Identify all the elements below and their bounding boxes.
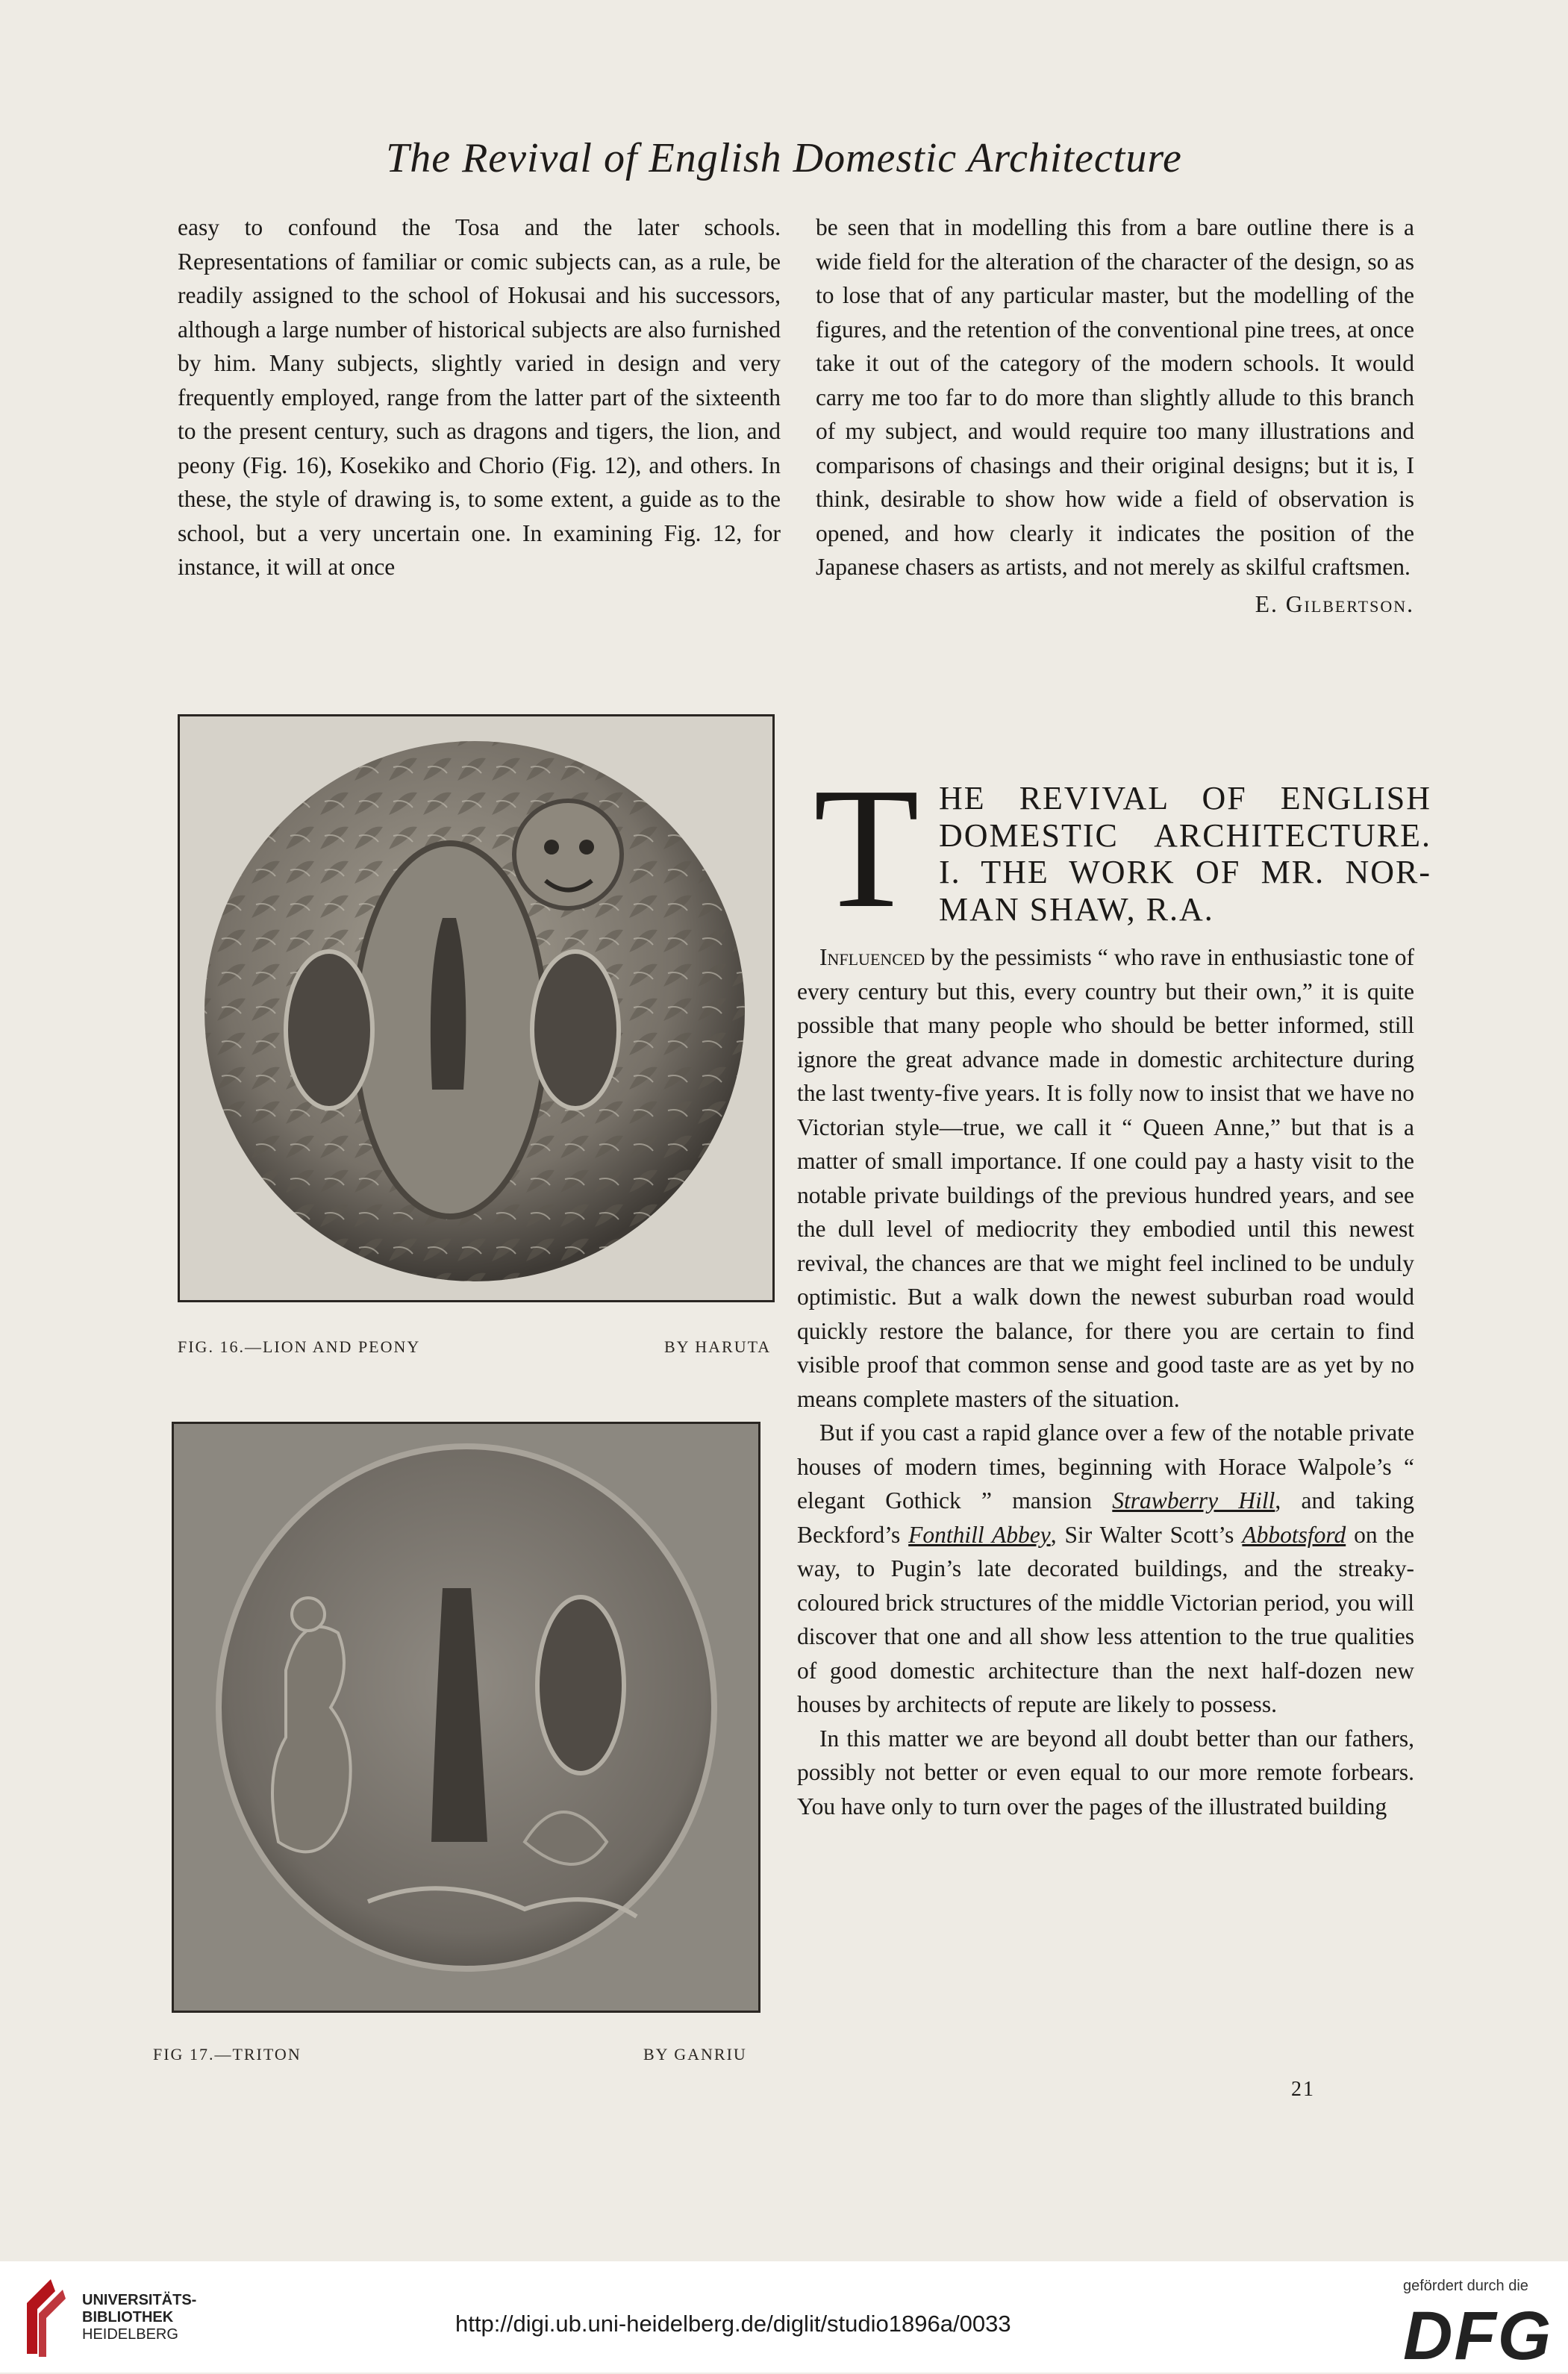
left-column [178,210,781,584]
library-name [82,2292,196,2343]
figure-17-image [172,1422,760,2013]
paragraph-text: on the way, to Pugin’s late decorated buildings, and the streaky-coloured brick structures of the middle Victorian period, you will discover that one and all show less attention to the true qualities of good domestic architecture than the next half-dozen new houses by architects of repute are likely to possess. [797,1521,1415,1717]
author-signature: E. Gilbertson. [1255,590,1414,617]
body-paragraph-2 [797,1416,1414,1722]
paragraph-text: by the pessimists “ who rave in enthusiastic tone of every century but this, every country but their own,” it is quite possible that many people who should be better informed, still ignore the great advance made in domestic architecture during the last twenty-five years. It is folly now to insist that we have no Victorian style—true, we call it “ Queen Anne,” but that is a matter of small importance. If one could pay a hasty visit to the notable private buildings of the previous hundred years, and see the dull level of mediocrity they embodied until this newest revival, the chances are that we might feel inclined to be unduly optimistic. But a walk down the newest suburban road would quickly restore the balance, for there you are certain to find visible proof that common sense and good taste are as yet by no means complete masters of the situation. [797,944,1414,1412]
library-name-line: UNIVERSITÄTS- [82,2292,197,2308]
article-title [939,780,1431,928]
figure-17-credit: BY GANRIU [643,2045,747,2064]
tsuba-lion-peony-illustration [180,716,772,1300]
figure-16-caption: FIG. 16.—LION AND PEONY [178,1337,421,1356]
article-title-line: MAN SHAW, R.A. [939,890,1214,928]
drop-cap: T [813,752,919,944]
page-number: 21 [1291,2078,1315,2101]
paragraph-text: , Sir Walter Scott’s [1050,1521,1243,1548]
italic-title: Abbotsford [1242,1521,1346,1548]
source-url-link[interactable]: http://digi.ub.uni-heidelberg.de/diglit/studio1896a/0033 [455,2311,1011,2337]
figure-16-image [178,714,775,1302]
paragraph-text: , and taking Beckford’s [797,1487,1415,1548]
body-paragraph-3: In this matter we are beyond all doubt better than our fathers, possibly not better or even equal to our more remote forbears. You have only to turn over the pages of the illustrated building [797,1725,1414,1819]
italic-title: Fonthill Abbey [908,1521,1051,1548]
right-column-body [797,940,1414,1823]
italic-title: Strawberry Hill [1112,1487,1275,1514]
left-column-paragraph: easy to confound the Tosa and the later schools. Representations of familiar or comic subjects can, as a rule, be readily assigned to the school of Hokusai and his successors, although a large number of historical subjects are also furnished by him. Many subjects, slightly varied in design and very frequently employed, range from the latter part of the sixteenth to the present century, such as dragons and tigers, the lion, and peony (Fig. 16), Kosekiko and Chorio (Fig. 12), and others. In these, the style of drawing is, to some extent, a guide as to the school, but a very uncertain one. In examining Fig. 12, for instance, it will at once [178,214,781,580]
digitization-footer [0,2261,1568,2373]
funding-label: gefördert durch die [1403,2278,1528,2294]
article-title-line: HE REVIVAL OF ENGLISH [939,780,1431,816]
running-head: The Revival of English Domestic Architecture [386,135,1182,181]
paragraph-lead-word: Influenced [819,944,925,970]
article-title-line: I. THE WORK OF MR. NOR- [939,854,1431,890]
right-column-top-paragraph: be seen that in modelling this from a bare outline there is a wide field for the alteration of the character of the design, so as to lose that of any particular master, but the modelling of the figures, and the retention of the conventional pine trees, at once take it out of the category of the modern schools. It would carry me too far to do more than slightly allude to this branch of my subject, and would require too many illustrations and comparisons of chasings and their original designs; but it is, I think, desirable to show how wide a field of observation is opened, and how clearly it indicates the position of the Japanese chasers as artists, and not merely as skilful craftsmen. [816,214,1414,580]
article-heading [813,752,1431,944]
article-title-line: DOMESTIC ARCHITECTURE. [939,816,1431,854]
dfg-logo: DFG [1403,2298,1553,2374]
library-name-line: HEIDELBERG [82,2326,178,2343]
paragraph-text: But if you cast a rapid glance over a few of the notable private houses of modern times, beginning with Horace Walpole’s “ elegant Gothick ” mansion [797,1419,1414,1514]
tsuba-triton-illustration [174,1424,758,2011]
body-paragraph-1 [797,940,1414,1416]
figure-16-credit: BY HARUTA [664,1337,772,1356]
figure-17-caption: FIG 17.—TRITON [153,2045,302,2064]
right-column-top [816,210,1414,621]
university-library-logo-icon [21,2276,69,2360]
library-name-line: BIBLIOTHEK [82,2309,174,2325]
